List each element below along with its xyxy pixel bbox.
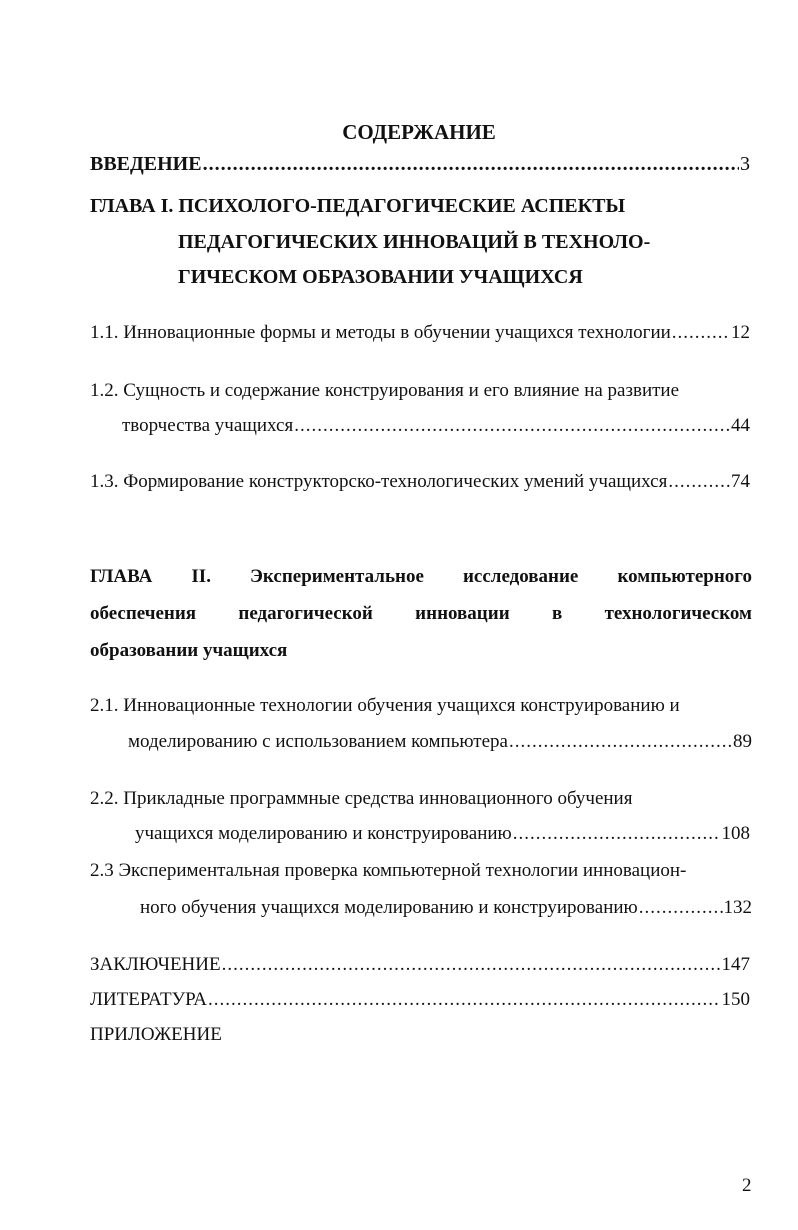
toc-entry-page: 147 [721, 954, 750, 975]
toc-entry-2-2-line-1: 2.2. Прикладные программные средства инновационного обучения [90, 788, 633, 809]
heading-word: в [551, 603, 563, 624]
toc-entry-page: 108 [721, 823, 750, 844]
chapter-2-heading-line-3: образовании учащихся [90, 640, 288, 661]
chapter-1-heading-line-3: ГИЧЕСКОМ ОБРАЗОВАНИИ УЧАЩИХСЯ [178, 266, 583, 288]
heading-word: инновации [415, 603, 510, 624]
toc-entry-page: 132 [723, 897, 752, 918]
toc-entry-appendix: ПРИЛОЖЕНИЕ [90, 1024, 222, 1045]
heading-word: технологическом [604, 603, 752, 624]
heading-word: II. [191, 566, 211, 587]
toc-entry-1-3 [90, 471, 750, 493]
toc-entry-label: моделированию с использованием компьютера [128, 731, 508, 752]
dot-leader [294, 415, 730, 437]
toc-entry-2-3 [140, 897, 752, 919]
dot-leader [203, 153, 739, 176]
toc-entry-2-3-line-1: 2.3 Экспериментальная проверка компьютерной технологии инновацион- [90, 860, 687, 881]
toc-entry-label: ЗАКЛЮЧЕНИЕ [90, 954, 221, 975]
toc-entry-label: творчества учащихся [122, 415, 294, 436]
toc-entry-label: ЛИТЕРАТУРА [90, 989, 207, 1010]
dot-leader [222, 954, 721, 976]
page-number: 2 [742, 1175, 752, 1196]
dot-leader [509, 731, 732, 753]
toc-entry-intro [90, 153, 750, 176]
toc-entry-2-1 [128, 731, 752, 753]
toc-entry-1-1 [90, 322, 750, 344]
heading-word: педагогической [238, 603, 373, 624]
chapter-2-heading-line-2 [90, 603, 752, 625]
toc-entry-page: 12 [731, 322, 750, 343]
toc-entry-page: 150 [721, 989, 750, 1010]
toc-entry-literature [90, 989, 750, 1011]
toc-entry-page: 89 [733, 731, 752, 752]
toc-entry-1-2-line-1: 1.2. Сущность и содержание конструирования и его влияние на развитие [90, 380, 680, 401]
toc-entry-conclusion [90, 954, 750, 976]
toc-entry-label: 1.3. Формирование конструкторско-технологических умений учащихся [90, 471, 668, 492]
toc-entry-label: 1.1. Инновационные формы и методы в обучении учащихся технологии [90, 322, 671, 343]
heading-word: Экспериментальное [250, 566, 424, 587]
heading-word: обеспечения [90, 603, 197, 624]
toc-entry-label: учащихся моделированию и конструированию [135, 823, 512, 844]
page-title: СОДЕРЖАНИЕ [342, 120, 496, 144]
chapter-1-heading-line-2: ПЕДАГОГИЧЕСКИХ ИННОВАЦИЙ В ТЕХНОЛО- [178, 231, 651, 253]
toc-entry-page: 74 [731, 471, 750, 492]
toc-entry-2-2 [135, 823, 750, 845]
dot-leader [668, 471, 730, 493]
dot-leader [208, 989, 721, 1011]
heading-word: исследование [462, 566, 579, 587]
dot-leader [513, 823, 721, 845]
toc-entry-2-1-line-1: 2.1. Инновационные технологии обучения учащихся конструированию и [90, 695, 680, 716]
heading-word: компьютерного [617, 566, 752, 587]
chapter-1-heading-line-1: ГЛАВА I. ПСИХОЛОГО-ПЕДАГОГИЧЕСКИЕ АСПЕКТЫ [90, 195, 626, 217]
toc-entry-1-2 [122, 415, 750, 437]
heading-word: ГЛАВА [90, 566, 153, 587]
toc-entry-page: 3 [740, 153, 750, 175]
toc-entry-label: ВВЕДЕНИЕ [90, 153, 202, 175]
dot-leader [639, 897, 723, 919]
toc-entry-page: 44 [731, 415, 750, 436]
toc-entry-label: ного обучения учащихся моделированию и конструированию [140, 897, 638, 918]
chapter-2-heading-line-1 [90, 566, 752, 588]
dot-leader [672, 322, 730, 344]
